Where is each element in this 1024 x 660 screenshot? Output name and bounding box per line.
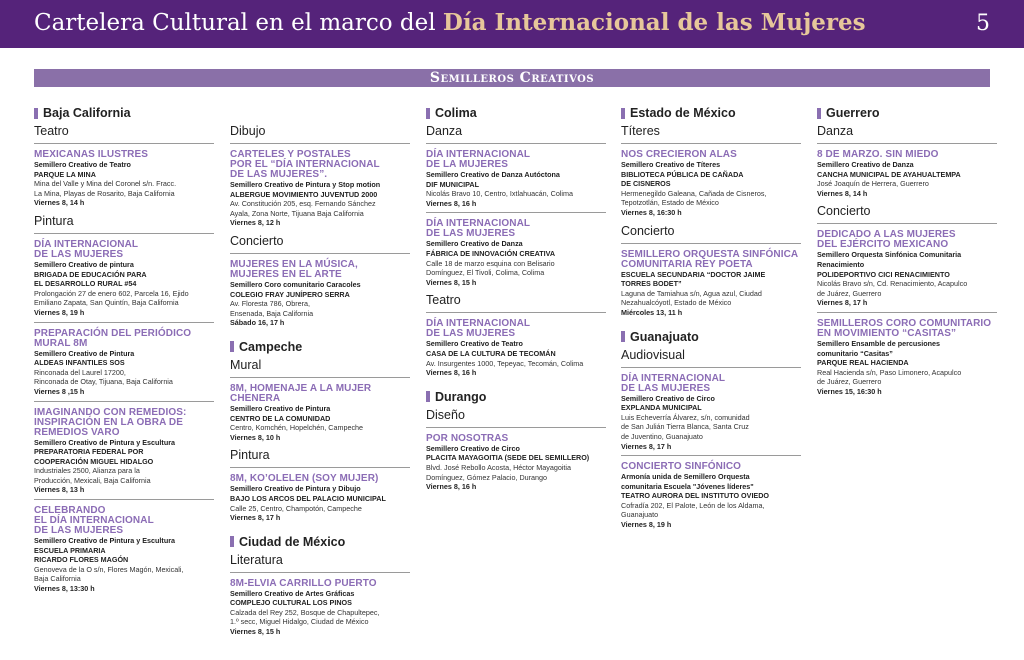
event-address: Rinconada de Otay, Tijuana, Baja California [34, 377, 173, 387]
event-address: Domínguez, El Tivoli, Colima, Colima [426, 268, 545, 278]
event-item [817, 319, 997, 397]
event-address: Hermenegildo Galeana, Cañada de Cisneros, [621, 188, 767, 198]
event-time: Viernes 8, 12 h [230, 218, 281, 228]
event-time: Viernes 8, 14 h [817, 188, 868, 198]
event-address: Calzada del Rey 252, Bosque de Chapultepec, [230, 607, 380, 617]
event-address: Emiliano Zapata, San Quintín, Baja California [34, 298, 179, 308]
event-title: EN MOVIMIENTO “CASITAS” [817, 327, 957, 339]
divider [34, 322, 214, 323]
state-label: Campeche [239, 339, 303, 354]
event-time: Viernes 8, 15 h [230, 627, 281, 637]
event-venue: FÁBRICA DE INNOVACIÓN CREATIVA [426, 248, 556, 258]
event-venue: RICARDO FLORES MAGÓN [34, 555, 129, 565]
event-organizer: Semillero Creativo de Pintura y Stop motion [230, 180, 381, 189]
event-organizer: Semillero Creativo de Teatro [34, 160, 131, 169]
state-marker [621, 331, 625, 342]
event-title: INSPIRACIÓN EN LA OBRA DE [34, 416, 183, 428]
event-organizer: Semillero Creativo de Títeres [621, 160, 721, 169]
event-item [621, 150, 801, 218]
event-time: Viernes 8, 13:30 h [34, 584, 95, 594]
header-bar [0, 0, 1024, 48]
event-venue: BAJO LOS ARCOS DEL PALACIO MUNICIPAL [230, 493, 386, 503]
event-venue: ESCUELA PRIMARIA [34, 545, 106, 555]
event-title: MURAL 8M [34, 337, 88, 349]
category-heading: Pintura [230, 448, 270, 463]
state-heading [34, 106, 214, 120]
event-organizer: Semillero Creativo de Danza [817, 160, 914, 169]
event-venue: ALDEAS INFANTILES SOS [34, 358, 125, 368]
event-title: SEMILLEROS CORO COMUNITARIO [817, 317, 992, 329]
event-organizer: Armonía unida de Semillero Orquesta [621, 472, 750, 482]
category-heading: Audiovisual [621, 347, 685, 362]
event-title: POR NOSOTRAS [426, 432, 509, 444]
event-item [817, 150, 997, 198]
event-item [230, 150, 410, 228]
event-address: Luis Echeverría Álvarez, s/n, comunidad [621, 412, 750, 422]
event-organizer: Semillero Creativo de Danza [426, 239, 523, 249]
event-address: Av. Insurgentes 1000, Tepeyac, Tecomán, Colima [426, 358, 584, 368]
event-venue: EL DESARROLLO RURAL #54 [34, 279, 137, 289]
event-venue: CANCHA MUNICIPAL DE AYAHUALTEMPA [817, 169, 961, 179]
event-venue: CASA DE LA CULTURA DE TECOMÁN [426, 348, 556, 358]
event-item [426, 219, 606, 287]
event-organizer: Semillero Creativo de Pintura y Escultura [34, 437, 176, 447]
event-title: DÍA INTERNACIONAL [426, 149, 531, 160]
event-venue: POLIDEPORTIVO CICI RENACIMIENTO [817, 269, 950, 279]
state-heading [230, 535, 410, 549]
event-venue: EXPLANDA MUNICIPAL [621, 403, 702, 413]
event-address: 1.º secc, Miguel Hidalgo, Ciudad de México [230, 617, 369, 627]
event-title: DE LAS MUJERES [426, 228, 516, 240]
divider [426, 427, 606, 428]
event-organizer: Semillero Orquesta Sinfónica Comunitaria [817, 250, 962, 260]
event-item [34, 506, 214, 594]
event-venue: PLACITA MAYAGOITIA (SEDE DEL SEMILLERO) [426, 453, 590, 463]
event-item [34, 240, 214, 318]
category-heading: Mural [230, 357, 262, 372]
column-5 [817, 100, 997, 655]
event-item [34, 408, 214, 496]
event-venue: DE CISNEROS [621, 179, 671, 189]
event-address: Av. Constitución 205, esq. Fernando Sánchez [230, 199, 376, 209]
event-item [426, 319, 606, 377]
event-title: COMUNITARIA REY POETA [621, 258, 753, 270]
event-address: de Juárez, Guerrero [817, 377, 882, 387]
event-address: Ensenada, Baja California [230, 308, 314, 318]
event-venue: PARQUE REAL HACIENDA [817, 358, 909, 368]
event-item [230, 260, 410, 328]
event-time: Viernes 8, 17 h [817, 298, 868, 308]
state-label: Ciudad de México [239, 534, 346, 549]
event-address: Ayala, Zona Norte, Tijuana Baja California [230, 208, 364, 218]
event-title: POR EL “DÍA INTERNACIONAL [230, 159, 380, 170]
event-address: Nicolás Bravo 10, Centro, Ixtlahuacán, Colima [426, 189, 574, 199]
event-title: DE LAS MUJERES”. [230, 169, 328, 180]
event-title: DÍA INTERNACIONAL [426, 218, 531, 230]
event-address: Baja California [34, 574, 81, 584]
state-label: Guerrero [826, 106, 880, 120]
event-venue: BRIGADA DE EDUCACIÓN PARA [34, 269, 147, 279]
event-title: EL DÍA INTERNACIONAL [34, 515, 154, 527]
event-item [426, 150, 606, 208]
event-address: Blvd. José Rebollo Acosta, Héctor Mayagoitia [426, 462, 572, 472]
event-item [621, 250, 801, 318]
event-venue: TEATRO AURORA DEL INSTITUTO OVIEDO [621, 491, 770, 501]
state-marker [230, 341, 234, 352]
divider [817, 223, 997, 224]
event-address: de San Julián Tierra Blanca, Santa Cruz [621, 422, 749, 432]
event-address: Real Hacienda s/n, Paso Limonero, Acapulco [817, 367, 962, 377]
event-address: Cofradía 202, El Palote, León de los Aldama, [621, 500, 765, 510]
category-heading: Danza [426, 124, 463, 138]
event-title: DE LAS MUJERES [34, 248, 124, 260]
event-title: IMAGINANDO CON REMEDIOS: [34, 406, 187, 418]
event-title: DEDICADO A LAS MUJERES [817, 229, 956, 241]
event-address: Nezahualcóyotl, Estado de México [621, 298, 732, 308]
event-address: Prolongación 27 de enero 602, Parcela 16, Ejido [34, 288, 189, 298]
column-4 [621, 100, 801, 655]
event-title: REMEDIOS VARO [34, 426, 120, 438]
category-heading: Teatro [426, 293, 461, 308]
category-heading: Danza [817, 124, 854, 138]
section-banner: Semilleros Creativos [34, 69, 990, 87]
event-venue: PREPARATORIA FEDERAL POR [34, 447, 144, 457]
divider [621, 367, 801, 368]
event-title: 8M, HOMENAJE A LA MUJER [230, 382, 372, 394]
event-venue: COOPERACIÓN MIGUEL HIDALGO [34, 456, 154, 466]
event-item [230, 579, 410, 637]
event-address: de Juventino, Guanajuato [621, 431, 703, 441]
event-organizer: Semillero Coro comunitario Caracoles [230, 279, 361, 289]
event-time: Viernes 8, 16 h [426, 368, 477, 378]
divider [817, 312, 997, 313]
category-heading: Concierto [621, 223, 675, 238]
column-2 [230, 100, 410, 655]
state-heading [230, 340, 410, 354]
event-time: Viernes 8, 10 h [230, 432, 281, 442]
category-heading: Dibujo [230, 124, 266, 138]
state-marker [34, 108, 38, 119]
event-organizer: Semillero Creativo de Artes Gráficas [230, 588, 355, 598]
state-heading [621, 330, 801, 344]
event-time: Viernes 8, 14 h [34, 198, 85, 208]
event-address: Producción, Mexicali, Baja California [34, 475, 151, 485]
event-address: Rinconada del Laurel 17200, [34, 367, 126, 377]
event-item [426, 434, 606, 492]
event-title: SEMILLERO ORQUESTA SINFÓNICA [621, 248, 799, 260]
event-organizer: Semillero Creativo de Teatro [426, 339, 523, 349]
category-heading: Títeres [621, 124, 660, 138]
event-address: Calle 25, Centro, Champotón, Campeche [230, 503, 362, 513]
category-heading: Diseño [426, 407, 465, 422]
event-organizer: Semillero Creativo de Danza Autóctona [426, 170, 560, 179]
divider [426, 212, 606, 213]
event-title: CELEBRANDO [34, 505, 106, 517]
state-label: Baja California [43, 106, 131, 120]
divider [34, 233, 214, 234]
state-heading [426, 390, 606, 404]
divider [426, 312, 606, 313]
divider [817, 143, 997, 144]
event-title: CARTELES Y POSTALES [230, 149, 351, 160]
category-heading: Concierto [230, 233, 284, 248]
event-title: DE LA MUJERES [426, 159, 509, 170]
event-address: Guanajuato [621, 510, 659, 520]
event-address: Industriales 2500, Alianza para la [34, 466, 140, 476]
event-title: MEXICANAS ILUSTRES [34, 149, 149, 160]
event-time: Viernes 15, 16:30 h [817, 386, 882, 396]
event-title: PREPARACIÓN DEL PERIÓDICO [34, 327, 192, 339]
state-marker [426, 108, 430, 119]
event-title: DEL EJÉRCITO MEXICANO [817, 239, 949, 251]
state-heading [817, 106, 997, 120]
event-time: Viernes 8, 19 h [621, 520, 672, 530]
divider [230, 377, 410, 378]
divider [230, 467, 410, 468]
divider [34, 143, 214, 144]
state-label: Estado de México [630, 106, 736, 120]
event-venue: DIF MUNICIPAL [426, 179, 479, 189]
event-organizer: Renacimiento [817, 259, 865, 269]
divider [621, 243, 801, 244]
event-address: Domínguez, Gómez Palacio, Durango [426, 472, 548, 482]
page-number: 5 [976, 11, 990, 36]
event-title: DE LAS MUJERES [621, 382, 711, 394]
event-title: CHENERA [230, 392, 281, 404]
event-address: Av. Floresta 786, Obrera, [230, 299, 311, 309]
event-organizer: comunitario “Casitas” [817, 348, 893, 358]
event-item [230, 474, 410, 522]
divider [230, 572, 410, 573]
event-address: Laguna de Tamiahua s/n, Agua azul, Ciudad [621, 288, 762, 298]
event-organizer: Semillero Creativo de Circo [621, 393, 715, 403]
column-3 [426, 100, 606, 655]
event-time: Viernes 8, 13 h [34, 485, 85, 495]
column-1 [34, 100, 214, 655]
event-organizer: Semillero Creativo de Pintura [34, 348, 135, 358]
title-prefix: Cartelera Cultural en el marco del [34, 10, 443, 36]
event-title: DÍA INTERNACIONAL [426, 318, 531, 330]
event-item [621, 374, 801, 452]
event-venue: ESCUELA SECUNDARIA “DOCTOR JAIME [621, 269, 766, 279]
event-time: Viernes 8, 16:30 h [621, 207, 682, 217]
event-venue: PARQUE LA MINA [34, 169, 96, 179]
event-title: DE LAS MUJERES [426, 328, 516, 340]
state-marker [621, 108, 625, 119]
event-organizer: Semillero Creativo de Circo [426, 443, 520, 453]
event-organizer: Semillero Creativo de Pintura [230, 403, 331, 413]
divider [34, 499, 214, 500]
event-address: Genoveva de la O s/n, Flores Magón, Mexicali, [34, 564, 184, 574]
event-title: DÍA INTERNACIONAL [621, 372, 726, 384]
event-title: MUJERES EN LA MÚSICA, [230, 258, 358, 270]
event-address: Calle 18 de marzo esquina con Belisario [426, 258, 555, 268]
event-address: Tepotzotlán, Estado de México [621, 198, 719, 208]
event-time: Viernes 8, 17 h [230, 513, 281, 523]
event-time: Viernes 8, 15 h [426, 277, 477, 287]
event-venue: COMPLEJO CULTURAL LOS PINOS [230, 598, 352, 608]
divider [621, 143, 801, 144]
event-venue: BIBLIOTECA PÚBLICA DE CAÑADA [621, 169, 744, 179]
event-venue: CENTRO DE LA COMUNIDAD [230, 413, 331, 423]
category-heading: Pintura [34, 213, 74, 228]
event-time: Viernes 8, 16 h [426, 198, 477, 208]
event-title: NOS CRECIERON ALAS [621, 149, 737, 160]
state-marker [230, 536, 234, 547]
divider [34, 401, 214, 402]
category-heading: Literatura [230, 552, 283, 567]
event-address: Mina del Valle y Mina del Coronel s/n. Fracc. [34, 179, 177, 189]
divider [230, 143, 410, 144]
page-title [34, 9, 866, 36]
event-venue: TORRES BODET” [621, 279, 682, 289]
event-organizer: Semillero Creativo de Pintura y Escultura [34, 536, 176, 546]
event-time: Viernes 8, 19 h [34, 307, 85, 317]
event-time: Viernes 8, 17 h [621, 441, 672, 451]
event-time: Viernes 8, 16 h [426, 482, 477, 492]
event-title: MUJERES EN EL ARTE [230, 268, 342, 280]
event-time: Sábado 16, 17 h [230, 318, 285, 328]
event-time: Viernes 8 ,15 h [34, 386, 85, 396]
event-item [230, 384, 410, 442]
divider [426, 143, 606, 144]
event-item [34, 150, 214, 208]
event-address: Nicolás Bravo s/n, Cd. Renacimiento, Acapulco [817, 279, 968, 289]
event-title: 8M, KO’OLELEN (SOY MUJER) [230, 473, 379, 485]
event-title: DE LAS MUJERES [34, 525, 124, 537]
event-item [34, 329, 214, 397]
event-title: CONCIERTO SINFÓNICO [621, 461, 742, 473]
state-label: Durango [435, 389, 487, 404]
state-marker [426, 391, 430, 402]
event-address: La Mina, Playas de Rosarito, Baja California [34, 188, 175, 198]
event-title: DÍA INTERNACIONAL [34, 238, 139, 250]
state-heading [426, 106, 606, 120]
event-organizer: Semillero Creativo de Pintura y Dibujo [230, 484, 361, 494]
event-time: Miércoles 13, 11 h [621, 307, 683, 317]
event-venue: ALBERGUE MOVIMIENTO JUVENTUD 2000 [230, 189, 378, 199]
state-heading [621, 106, 801, 120]
event-title: 8M-ELVIA CARRILLO PUERTO [230, 577, 377, 589]
category-heading: Concierto [817, 204, 871, 219]
event-title: 8 DE MARZO. SIN MIEDO [817, 149, 939, 160]
event-address: Centro, Komchén, Hopelchén, Campeche [230, 423, 364, 433]
event-address: de Juárez, Guerrero [817, 288, 882, 298]
state-label: Guanajuato [630, 329, 699, 344]
state-label: Colima [435, 106, 477, 120]
event-organizer: Semillero Creativo de pintura [34, 259, 134, 269]
divider [230, 253, 410, 254]
event-organizer: Semillero Ensamble de percusiones [817, 338, 941, 348]
event-item [817, 230, 997, 308]
category-heading: Teatro [34, 124, 69, 138]
divider [621, 455, 801, 456]
event-item [621, 462, 801, 530]
state-marker [817, 108, 821, 119]
event-organizer: comunitaria Escuela "Jóvenes líderes" [621, 481, 754, 491]
title-highlight: Día Internacional de las Mujeres [442, 9, 866, 36]
event-venue: COLEGIO FRAY JUNÍPERO SERRA [230, 289, 350, 299]
event-address: José Joaquín de Herrera, Guerrero [817, 179, 929, 189]
